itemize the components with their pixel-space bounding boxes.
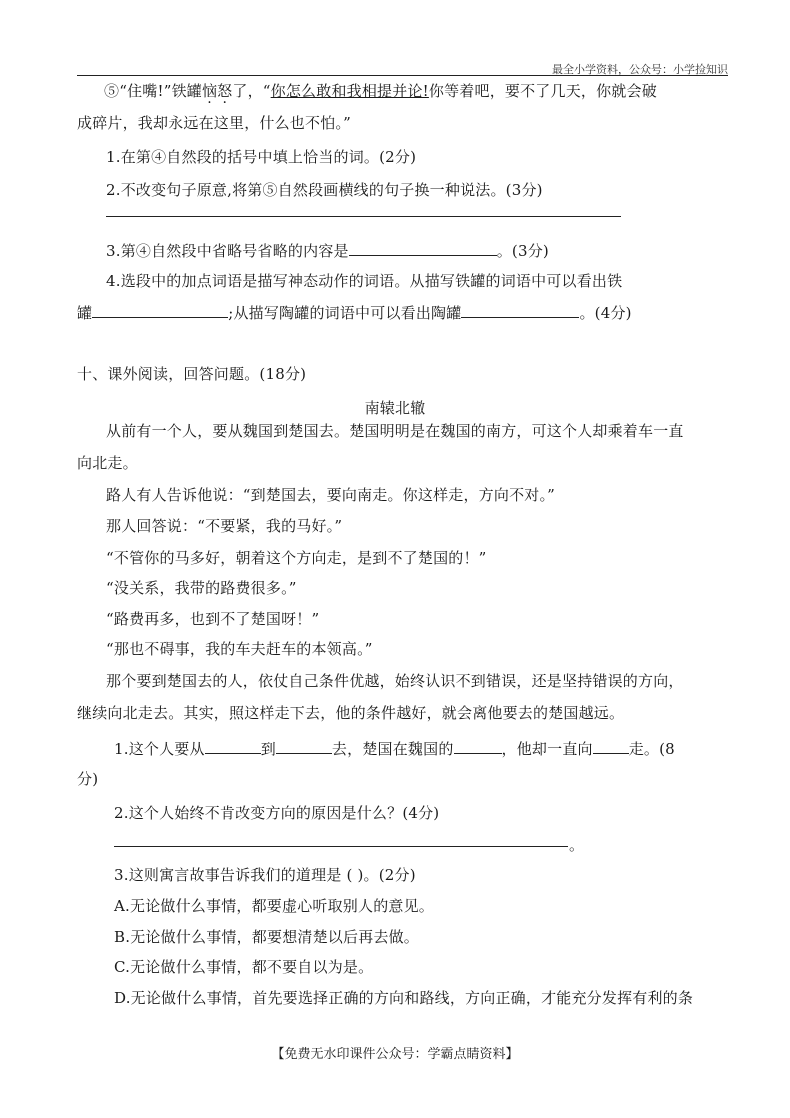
answer-blank-direction-chu[interactable] [454, 738, 502, 754]
story-paragraph-6: “路费再多，也到不了楚国呀！” [106, 610, 320, 628]
s10-question-2: 2.这个人始终不肯改变方向的原因是什么？(4分) [114, 804, 440, 822]
story-paragraph-5: “没关系，我带的路费很多。” [106, 579, 297, 597]
s10-q1-text-d: ，他却一直向 [501, 740, 593, 758]
answer-line-s10-q2[interactable] [114, 846, 568, 847]
question-4-line-1: 4.选段中的加点词语是描写神态动作的词语。从描写铁罐的词语中可以看出铁 [106, 272, 623, 290]
q3-text: 3.第④自然段中省略号省略的内容是 [106, 242, 349, 260]
section-10-heading: 十、课外阅读，回答问题。(18分) [77, 365, 307, 383]
option-d: D.无论做什么事情，首先要选择正确的方向和路线，方向正确，才能充分发挥有利的条 [114, 989, 694, 1007]
q4-score: 。(4分) [579, 304, 632, 322]
s10-question-1-line-2: 分) [77, 770, 99, 788]
q4-text-b: ;从描写陶罐的词语中可以看出陶罐 [228, 304, 462, 322]
question-1: 1.在第④自然段的括号中填上恰当的词。(2分) [106, 148, 417, 166]
story-paragraph-4: “不管你的马多好，朝着这个方向走，是到不了楚国的！” [106, 549, 487, 567]
s10-q1-text-b: 到 [260, 740, 276, 758]
option-c: C.无论做什么事情，都不要自以为是。 [114, 958, 374, 976]
p5-text-b: 了，“ [232, 82, 271, 100]
question-2: 2.不改变句子原意,将第⑤自然段画横线的句子换一种说法。(3分) [106, 181, 543, 199]
question-3 [106, 240, 549, 261]
answer-blank-q4-iron[interactable] [92, 302, 228, 318]
story-paragraph-2: 路人有人告诉他说：“到楚国去，要向南走。你这样走，方向不对。” [106, 486, 556, 504]
header-rule [77, 75, 728, 76]
answer-blank-q3[interactable] [349, 240, 497, 256]
dotted-word: 怒 [217, 82, 233, 100]
story-paragraph-1-line-2: 向北走。 [77, 454, 138, 472]
footer-text: 【免费无水印课件公众号：学霸点睛资料】 [271, 1047, 519, 1062]
story-paragraph-3: 那人回答说：“不要紧，我的马好。” [106, 517, 343, 535]
paragraph-5-line-2: 成碎片，我却永远在这里，什么也不怕。” [77, 114, 351, 132]
p5-text-a: ⑤“住嘴!”铁罐 [104, 82, 202, 100]
story-paragraph-8-line-2: 继续向北走去。其实，照这样走下去，他的条件越好，就会离他要去的楚国越远。 [77, 704, 625, 722]
s10-q1-text-a: 1.这个人要从 [114, 740, 205, 758]
answer-blank-q4-pottery[interactable] [461, 302, 579, 318]
underlined-sentence: 你怎么敢和我相提并论! [270, 82, 429, 100]
q3-score: 。(3分) [496, 242, 549, 260]
answer-blank-direction-walk[interactable] [593, 738, 629, 754]
s10-q1-score: 走。(8 [628, 740, 675, 758]
answer-blank-to[interactable] [276, 738, 332, 754]
story-title: 南辕北辙 [364, 399, 426, 417]
option-b: B.无论做什么事情，都要想清楚以后再去做。 [114, 928, 419, 946]
s10-question-3: 3.这则寓言故事告诉我们的道理是 ( )。(2分) [114, 866, 416, 884]
story-paragraph-8-line-1: 那个要到楚国去的人，依仗自己条件优越，始终认识不到错误，还是坚持错误的方向， [106, 672, 684, 690]
s10-question-1 [114, 738, 675, 759]
option-a: A.无论做什么事情，都要虚心听取别人的意见。 [114, 897, 435, 915]
header-text: 最全小学资料，公众号：小学捡知识 [552, 63, 728, 76]
p5-text-c: 你等着吧，要不了几天，你就会破 [428, 82, 657, 100]
dotted-word: 恼 [201, 82, 218, 100]
answer-line-q2[interactable] [106, 216, 621, 217]
q4-text-a: 罐 [77, 304, 93, 322]
s10-q1-text-c: 去，楚国在魏国的 [331, 740, 454, 758]
paragraph-5-line-1 [104, 80, 657, 101]
story-paragraph-1-line-1: 从前有一个人，要从魏国到楚国去。楚国明明是在魏国的南方，可这个人却乘着车一直 [106, 422, 684, 440]
story-paragraph-7: “那也不碍事，我的车夫赶车的本领高。” [106, 640, 373, 658]
s10-q2-end: 。 [569, 836, 585, 854]
question-4-line-2 [77, 302, 632, 323]
answer-blank-from[interactable] [205, 738, 261, 754]
